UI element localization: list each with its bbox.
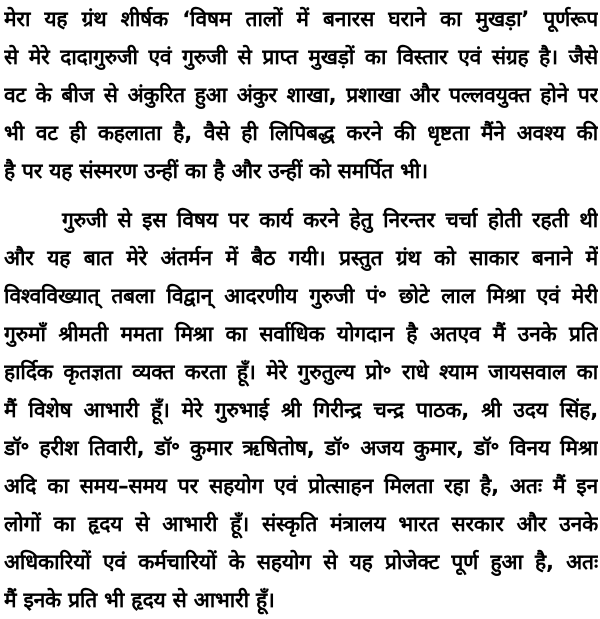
text-line: डॉ॰ हरीश तिवारी, डॉ॰ कुमार ऋषितोष, डॉ॰ अजय कुमार, डॉ॰ विनय मिश्रा (4, 436, 598, 460)
paragraph-2 (4, 201, 598, 619)
text-line: वट के बीज से अंकुरित हुआ अंकुर शाखा, प्रशाखा और पल्लवयुक्त होने पर (4, 83, 598, 107)
text-line: अदि का समय–समय पर सहयोग एवं प्रोत्साहन मिलता रहा है, अतः मैं इन (4, 474, 598, 498)
text-line: मैं इनके प्रति भी हृदय से आभारी हूँ। (4, 588, 275, 612)
text-line: गुरुजी से इस विषय पर कार्य करने हेतु निरन्तर चर्चा होती रहती थी (62, 208, 598, 232)
paragraph-1 (4, 0, 598, 190)
text-line: मैं विशेष आभारी हूँ। मेरे गुरुभाई श्री गिरीन्द्र चन्द्र पाठक, श्री उदय सिंह, (4, 398, 598, 422)
text-line: गुरुमाँ श्रीमती ममता मिश्रा का सर्वाधिक योगदान है अतएव मैं उनके प्रति (4, 322, 598, 346)
text-line: हार्दिक कृतज्ञता व्यक्त करता हूँ। मेरे गुरुतुल्य प्रो॰ राधे श्याम जायसवाल का (4, 360, 598, 384)
text-line: और यह बात मेरे अंतर्मन में बैठ गयी। प्रस्तुत ग्रंथ को साकार बनाने में (4, 246, 598, 270)
text-line: अधिकारियों एवं कर्मचारियों के सहयोग से यह प्रोजेक्ट पूर्ण हुआ है, अतः (4, 550, 598, 574)
text-line: लोगों का हृदय से आभारी हूँ। संस्कृति मंत्रालय भारत सरकार और उनके (4, 512, 598, 536)
text-line: भी वट ही कहलाता है, वैसे ही लिपिबद्ध करने की धृष्टता मैंने अवश्य की (4, 121, 598, 145)
text-line: से मेरे दादागुरुजी एवं गुरुजी से प्राप्त मुखड़ों का विस्तार एवं संग्रह है। जैसे (4, 45, 598, 69)
text-line: विश्वविख्यात् तबला विद्वान् आदरणीय गुरुजी पं॰ छोटे लाल मिश्रा एवं मेरी (4, 284, 598, 308)
text-line: है पर यह संस्मरण उन्हीं का है और उन्हीं को समर्पित भी। (4, 159, 428, 183)
text-line: मेरा यह ग्रंथ शीर्षक ‘विषम तालों में बनारस घराने का मुखड़ा’ पूर्णरूप (4, 7, 598, 31)
